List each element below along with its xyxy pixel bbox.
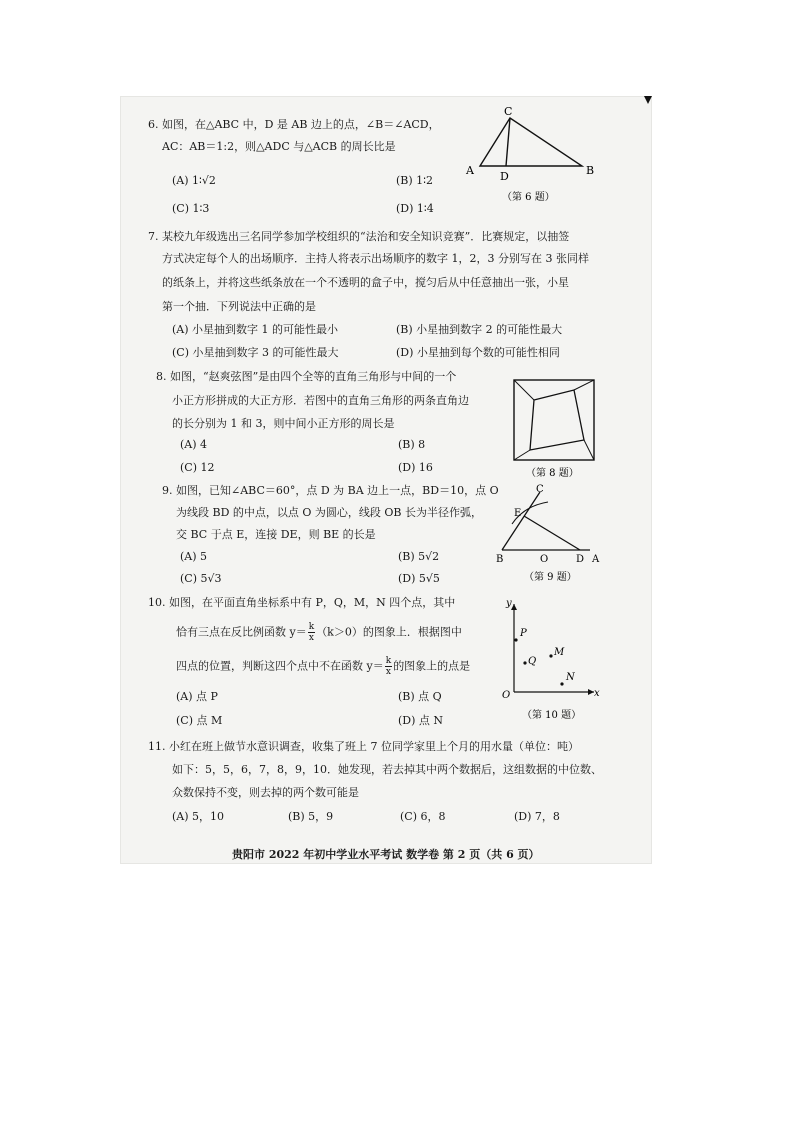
q9-fig-caption: （第 9 题） — [524, 572, 577, 583]
q10-coordinate-figure — [494, 598, 602, 726]
q7-line-3: 的纸条上，并将这些纸条放在一个不透明的盒子中，搅匀后从中任意抽出一张，小星 — [162, 276, 569, 289]
q8-option-d: (D) 16 — [398, 461, 433, 474]
q11-line-1: 11. 小红在班上做节水意识调查，收集了班上 7 位同学家里上个月的用水量（单位：吨） — [148, 740, 579, 753]
q10-frac-num: k — [308, 622, 315, 632]
q10-label-o: O — [502, 690, 511, 701]
q8-option-a: (A) 4 — [180, 438, 208, 451]
q10-line-1: 10. 如图，在平面直角坐标系中有 P，Q，M，N 四个点，其中 — [148, 596, 456, 609]
q6-label-a: A — [466, 164, 474, 177]
q7-option-d: (D) 小星抽到每个数的可能性相同 — [396, 346, 560, 359]
q9-line-1: 9. 如图，已知∠ABC＝60°，点 D 为 BA 边上一点，BD＝10，点 O — [162, 484, 499, 497]
q10-option-a: (A) 点 P — [176, 690, 218, 703]
q10-option-c: (C) 点 M — [176, 714, 223, 727]
q9-label-a: A — [592, 554, 600, 565]
q7-option-a: (A) 小星抽到数字 1 的可能性最小 — [172, 323, 339, 336]
q9-option-d: (D) 5√5 — [398, 572, 440, 585]
q8-option-b: (B) 8 — [398, 438, 426, 451]
q10-option-b: (B) 点 Q — [398, 690, 442, 703]
q6-option-a: (A) 1∶√2 — [172, 174, 216, 187]
q11-option-d: (D) 7，8 — [514, 810, 560, 823]
q9-line-3: 交 BC 于点 E，连接 DE，则 BE 的长是 — [176, 528, 376, 541]
q10-fraction-k-over-x — [308, 622, 315, 643]
q10-fig-caption: （第 10 题） — [522, 710, 582, 721]
q6-option-b: (B) 1∶2 — [396, 174, 434, 187]
q10-frac-den-2: x — [385, 667, 391, 677]
q8-line-2: 小正方形拼成的大正方形．若图中的直角三角形的两条直角边 — [172, 394, 469, 407]
q11-option-a: (A) 5，10 — [172, 810, 225, 823]
q9-arc-figure — [490, 480, 602, 588]
q9-option-a: (A) 5 — [180, 550, 208, 563]
q9-label-e: E — [514, 508, 522, 519]
q9-option-c: (C) 5√3 — [180, 572, 222, 585]
q10-label-q: Q — [528, 656, 537, 667]
q9-option-b: (B) 5√2 — [398, 550, 440, 563]
q10-frac-den: x — [308, 633, 314, 643]
q9-line-2: 为线段 BD 的中点，以点 O 为圆心，线段 OB 长为半径作弧， — [176, 506, 483, 519]
q9-label-o: O — [540, 554, 549, 565]
q7-option-c: (C) 小星抽到数字 3 的可能性最大 — [172, 346, 339, 359]
q6-line-1: 6. 如图，在△ABC 中，D 是 AB 边上的点，∠B＝∠ACD， — [148, 118, 440, 131]
q10-frac-num-2: k — [385, 656, 392, 666]
q10-line-3 — [176, 656, 470, 677]
page-footer: 贵阳市 2022 年初中学业水平考试 数学卷 第 2 页（共 6 页） — [232, 848, 540, 861]
q8-zhao-shuang-figure — [508, 376, 598, 480]
q10-label-p: P — [520, 628, 527, 639]
q6-fig-caption: （第 6 题） — [502, 192, 555, 203]
q10-line-3-start: 四点的位置，判断这四个点中不在函数 y＝ — [176, 659, 384, 673]
q8-fig-caption: （第 8 题） — [526, 468, 579, 479]
q6-option-d: (D) 1∶4 — [396, 202, 434, 215]
q6-line-2: AC：AB＝1:2，则△ADC 与△ACB 的周长比是 — [162, 140, 396, 153]
q11-option-c: (C) 6，8 — [400, 810, 446, 823]
q11-line-2: 如下：5，5，6，7，8，9，10．她发现，若去掉其中两个数据后，这组数据的中位数、 — [172, 763, 602, 776]
q6-label-d: D — [500, 170, 509, 183]
q7-option-b: (B) 小星抽到数字 2 的可能性最大 — [396, 323, 563, 336]
q9-label-b: B — [496, 554, 504, 565]
q6-option-c: (C) 1∶3 — [172, 202, 210, 215]
page-corner-marker — [644, 96, 652, 104]
q8-line-3: 的长分别为 1 和 3，则中间小正方形的周长是 — [172, 417, 395, 430]
q10-label-m: M — [554, 647, 565, 658]
q11-line-3: 众数保持不变，则去掉的两个数可能是 — [172, 786, 359, 799]
q6-triangle-figure — [460, 102, 600, 206]
q10-line-2-end: （k＞0）的图象上．根据图中 — [316, 625, 462, 639]
q10-line-3-end: 的图象上的点是 — [393, 659, 471, 673]
q7-line-4: 第一个抽．下列说法中正确的是 — [162, 300, 316, 313]
q10-option-d: (D) 点 N — [398, 714, 444, 727]
q10-fraction-k-over-x-2 — [385, 656, 392, 677]
q11-option-b: (B) 5，9 — [288, 810, 334, 823]
q9-label-d: D — [576, 554, 585, 565]
q9-label-c: C — [536, 484, 544, 495]
q8-line-1: 8. 如图，“赵爽弦图”是由四个全等的直角三角形与中间的一个 — [156, 370, 457, 383]
q10-line-2 — [176, 622, 462, 643]
q6-label-c: C — [504, 105, 513, 118]
q7-line-2: 方式决定每个人的出场顺序．主持人将表示出场顺序的数字 1，2，3 分别写在 3 张同样 — [162, 252, 589, 265]
q6-label-b: B — [586, 164, 595, 177]
q7-line-1: 7. 某校九年级选出三名同学参加学校组织的“法治和安全知识竞赛”．比赛规定，以抽签 — [148, 230, 570, 243]
q10-label-y: y — [506, 598, 512, 609]
q10-line-2-start: 恰有三点在反比例函数 y＝ — [176, 625, 307, 639]
q8-option-c: (C) 12 — [180, 461, 215, 474]
q10-label-x: x — [594, 688, 600, 699]
q10-label-n: N — [566, 672, 575, 683]
